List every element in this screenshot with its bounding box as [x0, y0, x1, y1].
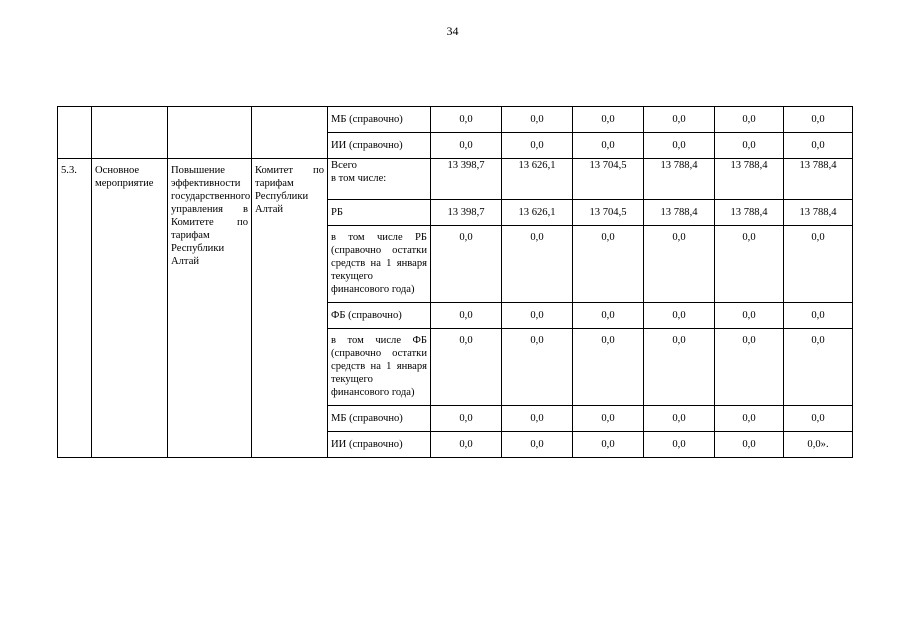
funding-source: Всего в том числе:: [328, 159, 431, 200]
value-cell: 0,0: [573, 406, 644, 432]
item-number: 5.3.: [58, 159, 92, 458]
value-cell: 13 788,4: [784, 200, 853, 226]
value-cell: 0,0: [431, 329, 502, 406]
funding-source: ИИ (справочно): [328, 133, 431, 159]
value-cell: 13 626,1: [502, 159, 573, 200]
funding-source: МБ (справочно): [328, 107, 431, 133]
value-cell: 0,0: [715, 406, 784, 432]
value-cell: 0,0: [502, 432, 573, 458]
value-cell: 13 788,4: [715, 159, 784, 200]
blank-cell: [252, 107, 328, 159]
value-cell: 0,0».: [784, 432, 853, 458]
funding-source: в том числе РБ (справочно остатки средств на 1 января текущего финансового года): [328, 226, 431, 303]
value-cell: 0,0: [644, 432, 715, 458]
value-cell: 0,0: [431, 406, 502, 432]
value-cell: 0,0: [502, 107, 573, 133]
value-cell: 13 788,4: [644, 200, 715, 226]
blank-cell: [168, 107, 252, 159]
funding-source: РБ: [328, 200, 431, 226]
value-cell: 13 704,5: [573, 200, 644, 226]
value-cell: 0,0: [502, 303, 573, 329]
value-cell: 0,0: [784, 107, 853, 133]
page-number: 34: [446, 24, 459, 38]
value-cell: 0,0: [644, 406, 715, 432]
item-executor: Комитет по тарифам Республики Алтай: [252, 159, 328, 458]
item-type: Основное мероприятие: [92, 159, 168, 458]
value-cell: 13 626,1: [502, 200, 573, 226]
value-cell: 0,0: [431, 107, 502, 133]
table-row: [58, 159, 853, 200]
value-cell: 0,0: [784, 329, 853, 406]
value-cell: 0,0: [784, 406, 853, 432]
value-cell: 0,0: [644, 226, 715, 303]
funding-source: МБ (справочно): [328, 406, 431, 432]
value-cell: 13 398,7: [431, 200, 502, 226]
value-cell: 13 398,7: [431, 159, 502, 200]
value-cell: 13 704,5: [573, 159, 644, 200]
funding-source: ФБ (справочно): [328, 303, 431, 329]
value-cell: 0,0: [573, 133, 644, 159]
value-cell: 0,0: [715, 107, 784, 133]
value-cell: 13 788,4: [784, 159, 853, 200]
value-cell: 0,0: [715, 329, 784, 406]
value-cell: 0,0: [644, 329, 715, 406]
value-cell: 0,0: [502, 133, 573, 159]
value-cell: 0,0: [573, 329, 644, 406]
value-cell: 0,0: [715, 432, 784, 458]
value-cell: 0,0: [644, 303, 715, 329]
value-cell: 0,0: [784, 133, 853, 159]
value-cell: 0,0: [784, 226, 853, 303]
value-cell: 0,0: [573, 432, 644, 458]
value-cell: 0,0: [502, 329, 573, 406]
value-cell: 0,0: [715, 303, 784, 329]
value-cell: 0,0: [573, 107, 644, 133]
value-cell: 0,0: [573, 226, 644, 303]
value-cell: 0,0: [644, 107, 715, 133]
value-cell: 13 788,4: [644, 159, 715, 200]
value-cell: 13 788,4: [715, 200, 784, 226]
blank-cell: [58, 107, 92, 159]
value-cell: 0,0: [502, 226, 573, 303]
funding-table: [57, 106, 853, 458]
value-cell: 0,0: [715, 133, 784, 159]
value-cell: 0,0: [715, 226, 784, 303]
value-cell: 0,0: [431, 226, 502, 303]
value-cell: 0,0: [784, 303, 853, 329]
blank-cell: [92, 107, 168, 159]
value-cell: 0,0: [431, 303, 502, 329]
value-cell: 0,0: [573, 303, 644, 329]
value-cell: 0,0: [644, 133, 715, 159]
table-row: [58, 107, 853, 133]
value-cell: 0,0: [431, 133, 502, 159]
funding-source: в том числе ФБ (справочно остатки средств на 1 января текущего финансового года): [328, 329, 431, 406]
item-name: Повышение эффективности государственного управления в Комитете по тарифам Республики Алтай: [168, 159, 252, 458]
funding-source: ИИ (справочно): [328, 432, 431, 458]
value-cell: 0,0: [431, 432, 502, 458]
value-cell: 0,0: [502, 406, 573, 432]
